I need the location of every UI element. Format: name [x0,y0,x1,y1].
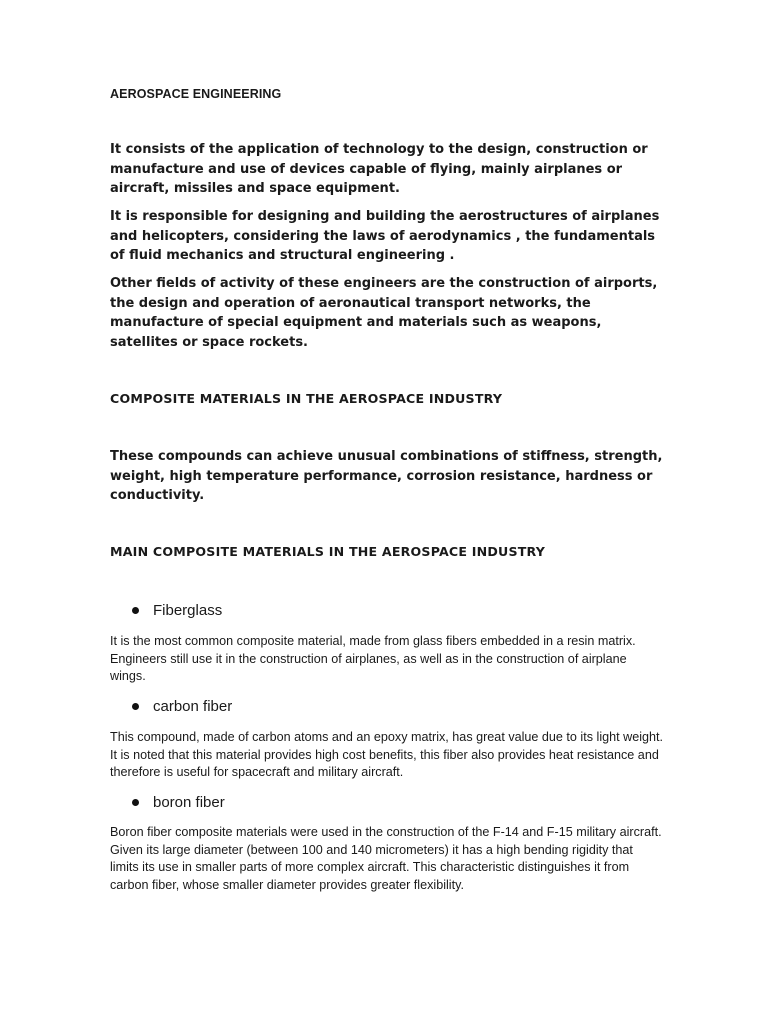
intro-paragraph-3: Other fields of activity of these engineers are the construction of airports, the design and operation of aeronautical transport networks, the manufacture of special equipment and materials such as weapons, satellites or space rockets. [110,276,658,350]
list-item-boron-fiber [132,794,225,811]
material-name: Fiberglass [153,602,223,619]
section-heading-composite-materials: COMPOSITE MATERIALS IN THE AEROSPACE INDUSTRY [110,391,503,406]
intro-paragraph-2: It is responsible for designing and building the aerostructures of airplanes and helicopters, considering the laws of aerodynamics , the fundamentals of fluid mechanics and structural engineering . [110,209,660,263]
section-paragraph-composite-materials: These compounds can achieve unusual combinations of stiffness, strength, weight, high temperature performance, corrosion resistance, hardness or conductivity. [110,449,663,503]
list-item-carbon-fiber [132,698,232,715]
section-heading-main-composite-materials: MAIN COMPOSITE MATERIALS IN THE AEROSPACE INDUSTRY [110,544,546,559]
material-description-carbon-fiber: This compound, made of carbon atoms and an epoxy matrix, has great value due to its light weight. It is noted that this material provides high cost benefits, this fiber also provides heat resistance and therefore is useful for spacecraft and military aircraft. [110,730,664,779]
intro-paragraph-1: It consists of the application of technology to the design, construction or manufacture and use of devices capable of flying, mainly airplanes or aircraft, missiles and space equipment. [110,142,648,196]
material-name: carbon fiber [153,698,233,715]
material-description-fiberglass: It is the most common composite material, made from glass fibers embedded in a resin matrix. Engineers still use it in the construction of airplanes, as well as in the construction of airplane wings. [110,634,636,683]
bullet-icon [132,799,139,806]
material-name: boron fiber [153,794,225,811]
material-description-boron-fiber: Boron fiber composite materials were used in the construction of the F-14 and F-15 military aircraft. Given its large diameter (between 100 and 140 micrometers) it has a high bending rigidity that limits its use in smaller parts of more complex aircraft. This characteristic distinguishes it from carbon fiber, whose smaller diameter provides greater flexibility. [110,825,662,892]
bullet-icon [132,607,139,614]
document-title: AEROSPACE ENGINEERING [110,87,282,101]
list-item-fiberglass [132,602,222,619]
bullet-icon [132,703,139,710]
